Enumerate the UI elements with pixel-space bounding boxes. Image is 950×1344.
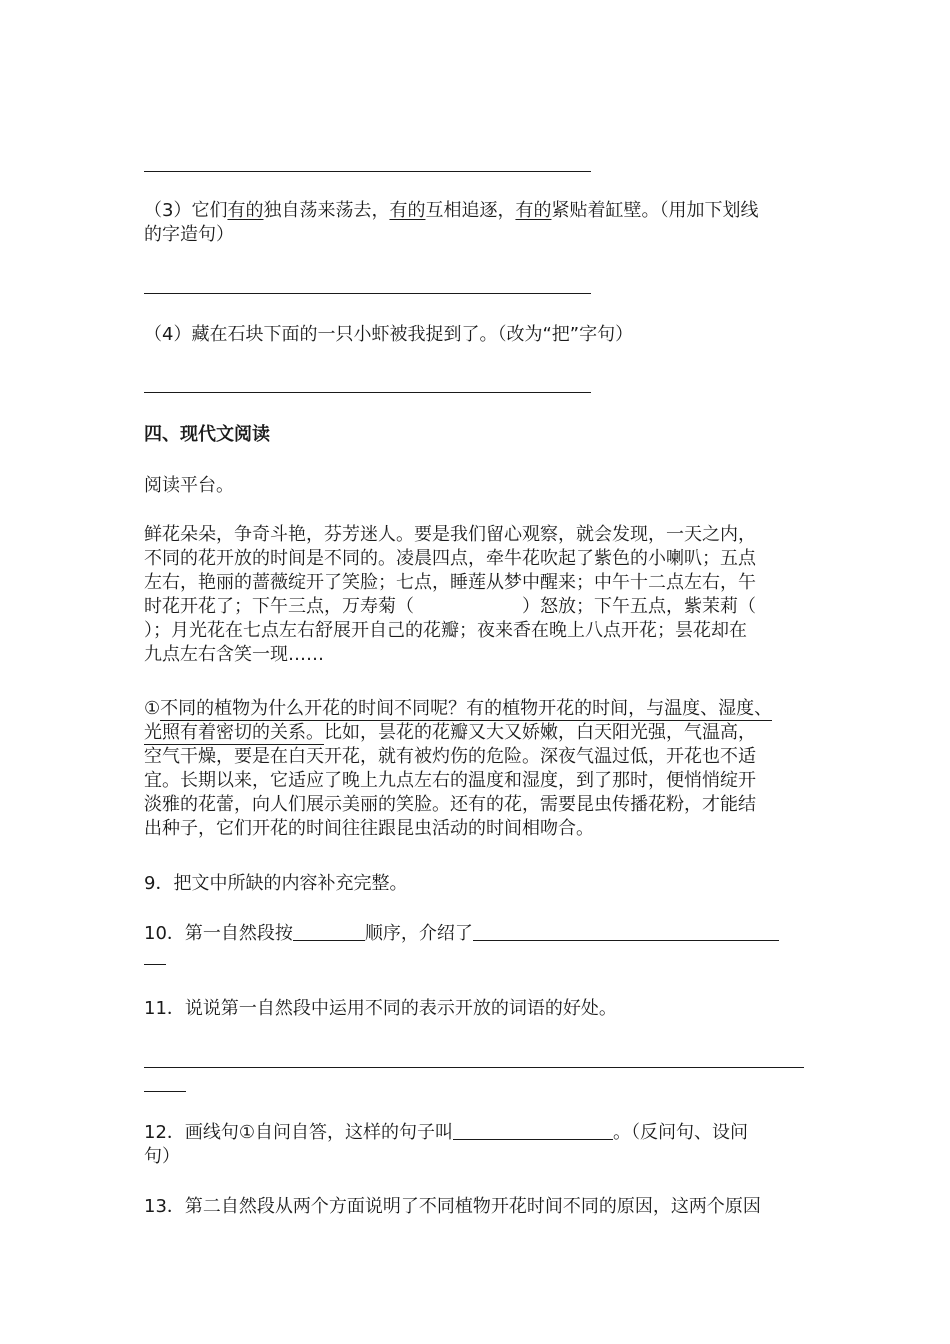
- passage-line: 淡雅的花蕾，向人们展示美丽的笑脸。还有的花，需要昆虫传播花粉，才能结: [144, 794, 756, 815]
- passage-paragraph-2: [144, 697, 814, 841]
- sentence-marker: ①: [144, 698, 161, 719]
- q3-underlined-word-1: 有的: [227, 200, 264, 221]
- q10-blank-1[interactable]: [293, 922, 365, 941]
- q3-underlined-word-3: 有的: [515, 200, 552, 221]
- answer-line-continuation[interactable]: [144, 1091, 186, 1092]
- question-12: [144, 1121, 814, 1169]
- passage-line: 鲜花朵朵，争奇斗艳，芬芳迷人。要是我们留心观察，就会发现，一天之内，: [144, 524, 756, 545]
- passage-text: 比如，昙花的花瓣又大又娇嫩，白天阳光强，气温高，: [324, 722, 756, 743]
- reading-platform-label: [144, 474, 814, 498]
- q11-text: 11．说说第一自然段中运用不同的表示开放的词语的好处。: [144, 998, 617, 1019]
- passage-line: 宜。长期以来，它适应了晚上九点左右的温度和湿度，到了那时，便悄悄绽开: [144, 770, 756, 791]
- question-10: [144, 922, 814, 970]
- answer-line: [144, 171, 591, 172]
- q3-text-2: 互相追逐，: [425, 200, 516, 221]
- platform-text: 阅读平台。: [144, 475, 234, 496]
- underlined-sentence-part-2: 光照有着密切的关系。: [144, 722, 324, 743]
- underlined-sentence-part-1: 不同的植物为什么开花的时间不同呢？有的植物开花的时间，与温度、湿度、: [160, 698, 773, 719]
- q3-prefix: （3）它们: [144, 200, 228, 221]
- answer-line: [144, 392, 591, 393]
- question-11: [144, 997, 814, 1021]
- question-3: [144, 199, 814, 247]
- q13-text: 13．第二自然段从两个方面说明了不同植物开花时间不同的原因，这两个原因: [144, 1196, 761, 1217]
- q9-text: 9．把文中所缺的内容补充完整。: [144, 873, 408, 894]
- section-heading: [144, 423, 814, 447]
- passage-line: 空气干燥，要是在白天开花，就有被灼伤的危险。深夜气温过低，开花也不适: [144, 746, 756, 767]
- answer-line[interactable]: [144, 1067, 804, 1068]
- q10-text-b: 顺序，介绍了: [364, 923, 473, 944]
- q3-underlined-word-2: 有的: [389, 200, 426, 221]
- question-4: [144, 323, 814, 347]
- q12-text-b: 。（反问句、设问: [613, 1122, 749, 1143]
- q3-text-3: 紧贴着缸壁。（用加下划线: [551, 200, 759, 221]
- q10-blank-2[interactable]: [473, 922, 779, 941]
- q12-blank[interactable]: [453, 1121, 613, 1140]
- answer-line: [144, 293, 591, 294]
- passage-line: 时花开花了；下午三点，万寿菊（ ）怒放；下午五点，紫茉莉（: [144, 596, 756, 617]
- q3-line-2: 的字造句）: [144, 224, 234, 245]
- section-heading-text: 四、现代文阅读: [144, 424, 270, 445]
- q10-blank-continuation[interactable]: [144, 946, 166, 965]
- passage-line: 不同的花开放的时间是不同的。凌晨四点，牵牛花吹起了紫色的小喇叭；五点: [144, 548, 756, 569]
- passage-paragraph-1: [144, 523, 814, 667]
- q12-text-a: 12．画线句①自问自答，这样的句子叫: [144, 1122, 454, 1143]
- question-9: [144, 872, 814, 896]
- q4-text: （4）藏在石块下面的一只小虾被我捉到了。（改为“把”字句）: [144, 324, 634, 345]
- passage-line: 九点左右含笑一现……: [144, 644, 324, 665]
- q3-text-1: 独自荡来荡去，: [263, 200, 390, 221]
- passage-line: 左右，艳丽的蔷薇绽开了笑脸；七点，睡莲从梦中醒来；中午十二点左右，午: [144, 572, 756, 593]
- passage-line: 出种子，它们开花的时间往往跟昆虫活动的时间相吻合。: [144, 818, 594, 839]
- question-13: [144, 1195, 814, 1219]
- passage-line: ）；月光花在七点左右舒展开自己的花瓣；夜来香在晚上八点开花；昙花却在: [144, 620, 747, 641]
- q12-text-c: 句）: [144, 1146, 180, 1167]
- q10-text-a: 10．第一自然段按: [144, 923, 293, 944]
